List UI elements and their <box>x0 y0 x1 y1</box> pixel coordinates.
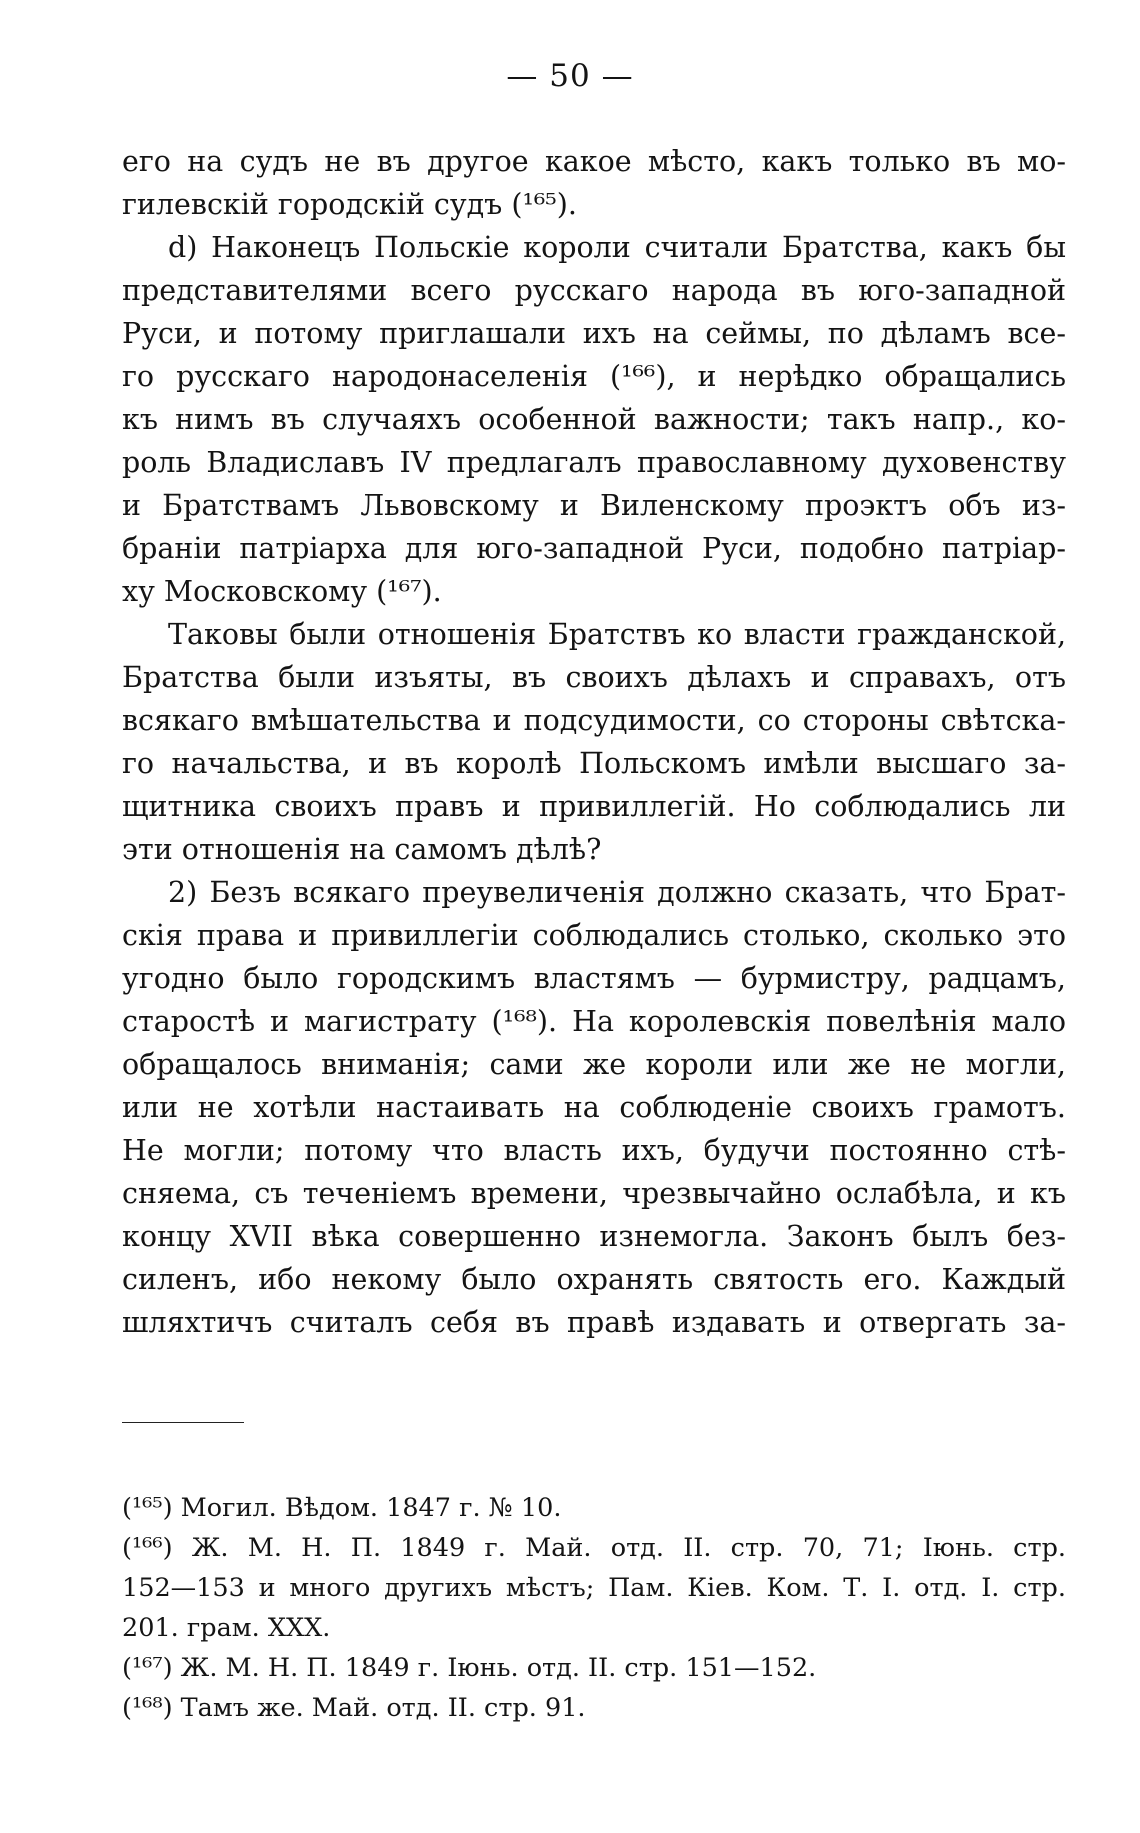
body-line: Братства были изъяты, въ своихъ дѣлахъ и справахъ, отъ <box>122 661 1066 694</box>
body-line: всякаго вмѣшательства и подсудимости, со стороны свѣтска- <box>122 704 1066 737</box>
body-line: обращалось вниманія; сами же короли или же не могли, <box>122 1048 1066 1081</box>
body-line: гилевскій городскій судъ (¹⁶⁵). <box>122 188 577 221</box>
body-line: сняема, съ теченіемъ времени, чрезвычайно ослабѣла, и къ <box>122 1177 1066 1210</box>
body-line: и Братствамъ Львовскому и Виленскому проэктъ объ из- <box>122 489 1066 522</box>
body-line: силенъ, ибо некому было охранять святость его. Каждый <box>122 1263 1066 1296</box>
body-line: d) Наконецъ Польскіе короли считали Братства, какъ бы <box>168 231 1066 264</box>
body-line: щитника своихъ правъ и привиллегій. Но соблюдались ли <box>122 790 1066 823</box>
footnote-line: (¹⁶⁵) Могил. Вѣдом. 1847 г. № 10. <box>122 1493 562 1523</box>
body-line: или не хотѣли настаивать на соблюденіе своихъ грамотъ. <box>122 1091 1066 1124</box>
footnote-line: (¹⁶⁸) Тамъ же. Май. отд. II. стр. 91. <box>122 1693 586 1723</box>
body-line: его на судъ не въ другое какое мѣсто, какъ только въ мо- <box>122 145 1066 178</box>
body-line: къ нимъ въ случаяхъ особенной важности; такъ напр., ко- <box>122 403 1066 436</box>
body-line: ху Московскому (¹⁶⁷). <box>122 575 442 608</box>
body-line: Руси, и потому приглашали ихъ на сеймы, по дѣламъ все- <box>122 317 1066 350</box>
body-text <box>122 140 1066 1344</box>
body-line: шляхтичъ считалъ себя въ правѣ издавать и отвергать за- <box>122 1306 1066 1339</box>
footnote-divider <box>122 1422 244 1423</box>
body-line: браніи патріарха для юго-западной Руси, подобно патріар- <box>122 532 1066 565</box>
body-line: роль Владиславъ IV предлагалъ православному духовенству <box>122 446 1066 479</box>
body-line: угодно было городскимъ властямъ — бурмистру, радцамъ, <box>122 962 1066 995</box>
body-line: концу XVII вѣка совершенно изнемогла. Законъ былъ без- <box>122 1220 1066 1253</box>
footnote-line: 201. грам. XXX. <box>122 1613 331 1643</box>
body-line: го русскаго народонаселенія (¹⁶⁶), и нерѣдко обращались <box>122 360 1066 393</box>
body-line: скія права и привиллегіи соблюдались столько, сколько это <box>122 919 1066 952</box>
body-line: старостѣ и магистрату (¹⁶⁸). На королевскія повелѣнія мало <box>122 1005 1066 1038</box>
body-line: эти отношенія на самомъ дѣлѣ? <box>122 833 602 866</box>
body-line: 2) Безъ всякаго преувеличенія должно сказать, что Брат- <box>168 876 1066 909</box>
body-line: Таковы были отношенія Братствъ ко власти гражданской, <box>168 618 1066 651</box>
page-number: — 50 — <box>506 58 634 94</box>
footnote-line: (¹⁶⁷) Ж. М. Н. П. 1849 г. Іюнь. отд. II. стр. 151—152. <box>122 1653 817 1683</box>
footnote-line: 152—153 и много другихъ мѣстъ; Пам. Кіев. Ком. Т. I. отд. I. стр. <box>122 1573 1066 1603</box>
footnotes <box>122 1488 1066 1728</box>
body-line: представителями всего русскаго народа въ юго-западной <box>122 274 1066 307</box>
footnote-line: (¹⁶⁶) Ж. М. Н. П. 1849 г. Май. отд. II. стр. 70, 71; Іюнь. стр. <box>122 1533 1066 1563</box>
body-line: Не могли; потому что власть ихъ, будучи постоянно стѣ- <box>122 1134 1066 1167</box>
body-line: го начальства, и въ королѣ Польскомъ имѣли высшаго за- <box>122 747 1066 780</box>
